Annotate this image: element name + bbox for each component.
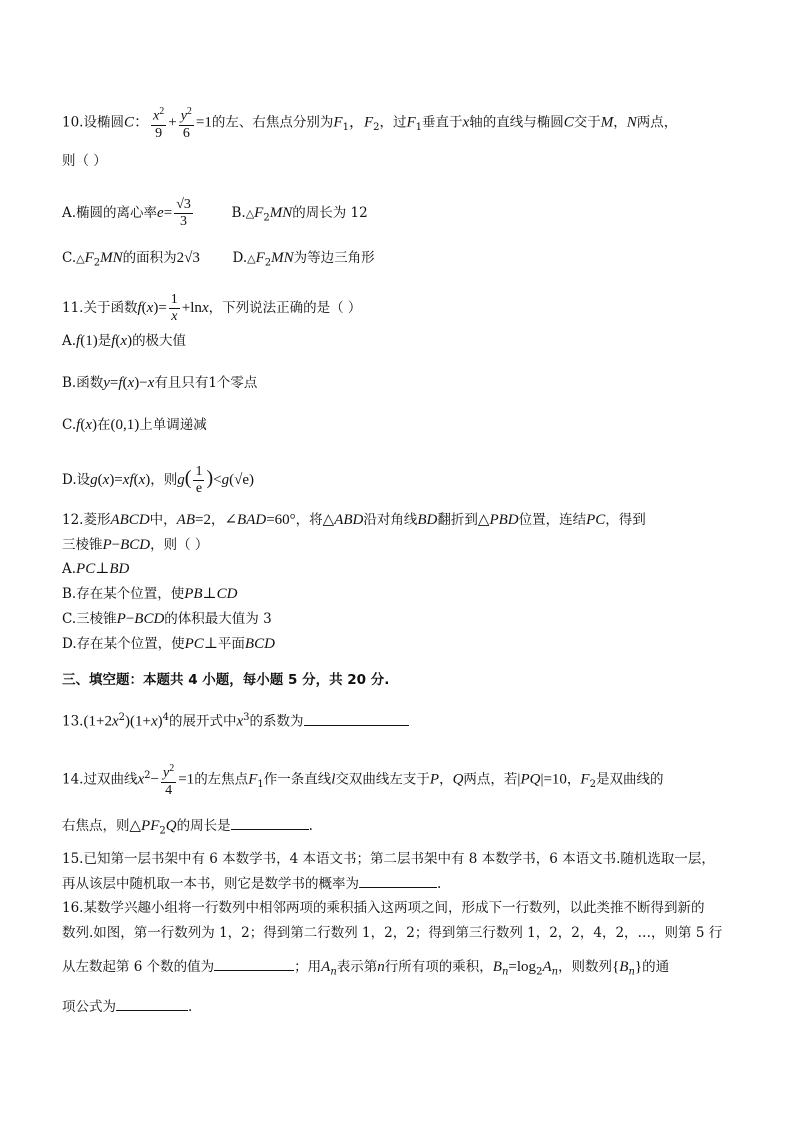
q12-line2: 三棱锥P−BCD，则（ ） bbox=[62, 537, 209, 553]
section3-title: 三、填空题：本题共 4 小题，每小题 5 分，共 20 分. bbox=[62, 672, 390, 688]
q11-option-a: A.f(1)是f(x)的极大值 bbox=[62, 333, 187, 349]
q16-answer-blank-2[interactable] bbox=[116, 996, 188, 1011]
q15-answer-blank[interactable] bbox=[359, 873, 437, 888]
q10-line1: 10.设椭圆C： $\frac{x^2}{9}$ + $\frac{y^2}{6}$ =1的左、右焦点分别为$F_1$，$F_2$，过$F_1$垂直于x轴的直线与椭圆C交于M，N两点， bbox=[62, 106, 678, 141]
q13-answer-blank[interactable] bbox=[304, 711, 409, 726]
q14-line2: 右焦点，则$\triangle PF_2Q$的周长是 . bbox=[62, 815, 313, 842]
q16-line4: 项公式为 . bbox=[62, 996, 192, 1017]
q11-option-d: D.设g(x)=xf(x)，则g( $\frac{1}{e}$ )<g(√e) bbox=[62, 464, 254, 496]
q14-answer-blank[interactable] bbox=[231, 815, 309, 830]
q16-answer-blank-1[interactable] bbox=[214, 956, 294, 971]
q12-option-b: B.存在某个位置，使PB⊥CD bbox=[62, 586, 238, 602]
q12-option-d: D.存在某个位置，使PC⊥平面BCD bbox=[62, 636, 275, 652]
q16-line2: 数列.如图，第一行数列为 1，2；得到第二行数列 1，2，2；得到第三行数列 1，2，2，4，2，…，则第 5 行 bbox=[62, 925, 723, 941]
q11-option-b: B.函数y=f(x)−x有且只有1个零点 bbox=[62, 375, 258, 391]
q13: $13.(1+2x^2)(1+x)^4$的展开式中$x^3$的系数为 bbox=[62, 708, 409, 732]
q10-options-ab: A.椭圆的离心率e= $\frac{√3}{3}$ $B.\triangle F_2MN$的周长为 12 bbox=[62, 197, 368, 229]
q11-option-c: C.f(x)在(0,1)上单调递减 bbox=[62, 417, 207, 433]
q15-line1: 15.已知第一层书架中有 6 本数学书，4 本语文书；第二层书架中有 8 本数学书，6 本语文书.随机选取一层， bbox=[62, 851, 715, 867]
q10-line2: 则（ ） bbox=[62, 153, 107, 169]
q11-stem: 11.关于函数f(x)= $\frac{1}{x}$ +lnx，下列说法正确的是（ ） bbox=[62, 292, 362, 324]
q14-line1: 14.过双曲线$x^2-$ $\frac{y^2}{4}$ =1的左焦点$F_1$作一条直线l交双曲线左支于P，Q两点，若|PQ|=10，$F_2$是双曲线的 bbox=[62, 763, 664, 798]
q12-line1: 12.菱形ABCD中，AB=2，∠BAD=60°，将△ABD沿对角线BD翻折到△PBD位置，连结PC，得到 bbox=[62, 512, 646, 528]
q16-line3: 从左数起第 6 个数的值为 ；用$A_n$表示第n行所有项的乘积，$B_n=\log_2A_n$，则数列$\{B_n\}$的通 bbox=[62, 956, 669, 983]
q15-line2: 再从该层中随机取一本书，则它是数学书的概率为 . bbox=[62, 873, 441, 894]
q16-line1: 16.某数学兴趣小组将一行数列中相邻两项的乘积插入这两项之间，形成下一行数列，以此类推不断得到新的 bbox=[62, 900, 705, 916]
q12-option-a: A.PC⊥BD bbox=[62, 561, 130, 577]
q10-options-cd: $C.\triangle F_2MN$的面积为2√3 $D.\triangle F_2MN$为等边三角形 bbox=[62, 250, 375, 269]
q12-option-c: C.三棱锥P−BCD的体积最大值为 3 bbox=[62, 611, 272, 627]
